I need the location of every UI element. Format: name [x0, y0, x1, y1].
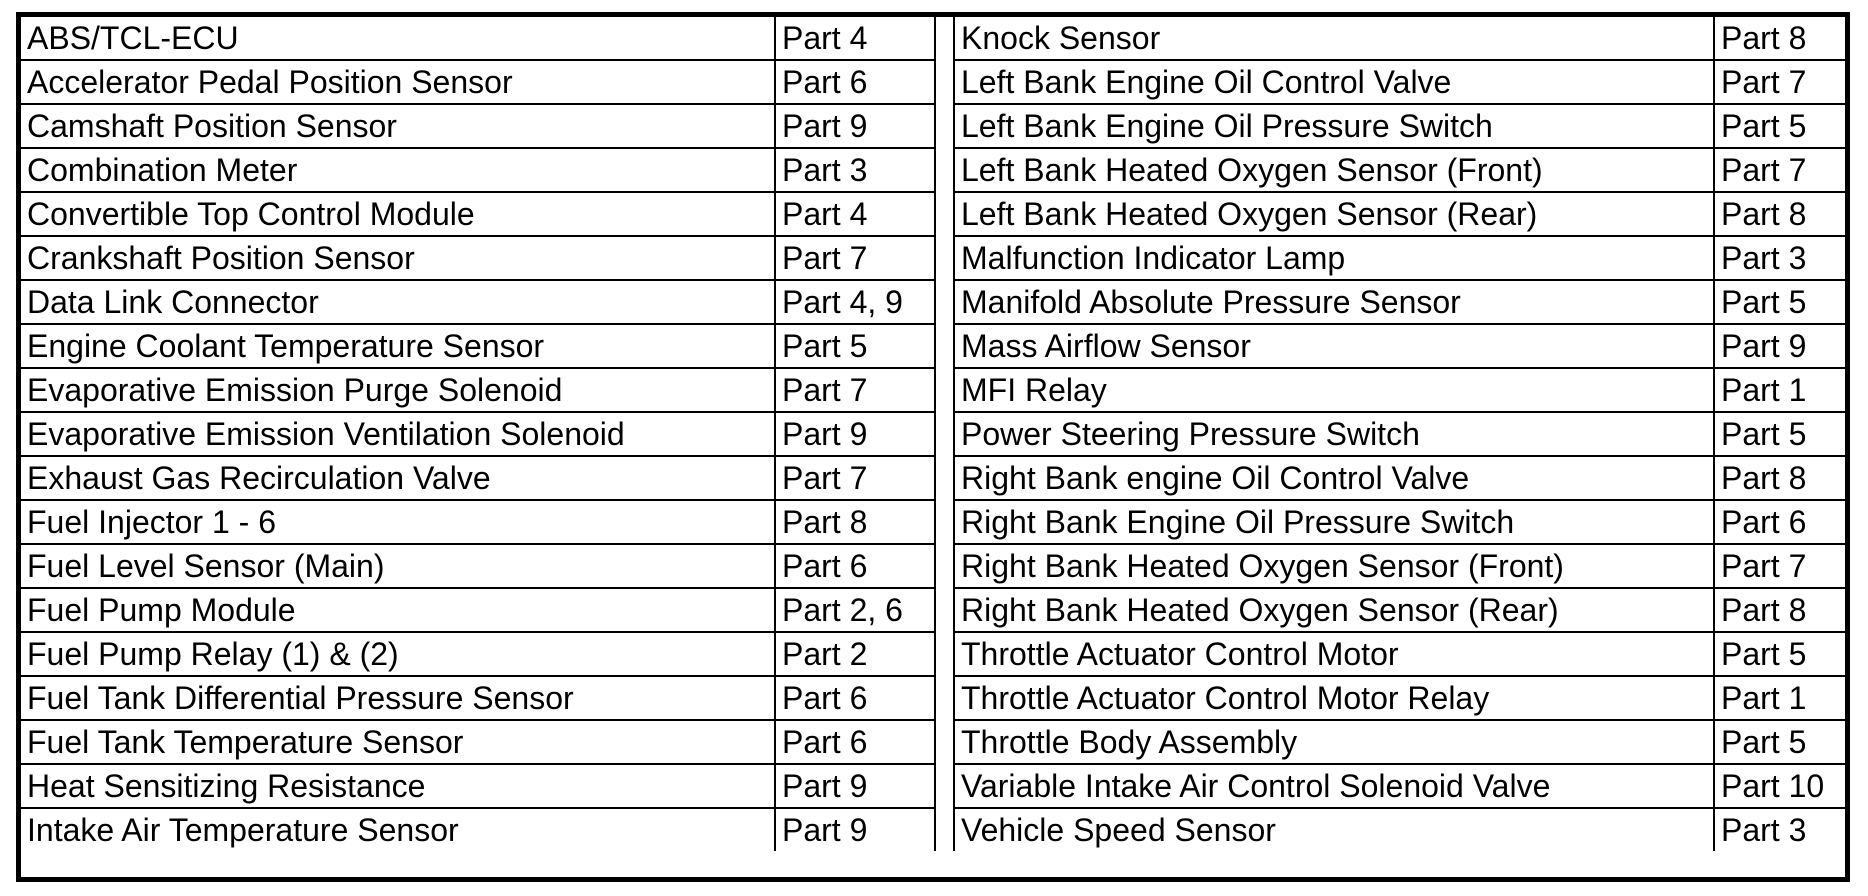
table-row — [21, 676, 935, 720]
component-name-cell: Right Bank Heated Oxygen Sensor (Front) — [954, 544, 1714, 588]
component-name-cell: Evaporative Emission Purge Solenoid — [21, 368, 775, 412]
component-name-cell: Camshaft Position Sensor — [21, 104, 775, 148]
part-reference-cell: Part 9 — [775, 808, 935, 851]
table-row — [954, 192, 1846, 236]
part-reference-cell: Part 9 — [1714, 324, 1846, 368]
component-name-cell: Left Bank Engine Oil Pressure Switch — [954, 104, 1714, 148]
part-reference-cell: Part 5 — [1714, 412, 1846, 456]
table-row — [954, 544, 1846, 588]
table-row — [954, 412, 1846, 456]
table-row — [954, 60, 1846, 104]
part-reference-cell: Part 1 — [1714, 368, 1846, 412]
table-row — [954, 588, 1846, 632]
table-row — [21, 280, 935, 324]
table-row — [21, 456, 935, 500]
component-name-cell: Fuel Level Sensor (Main) — [21, 544, 775, 588]
part-reference-cell: Part 7 — [1714, 60, 1846, 104]
component-index-frame — [16, 12, 1850, 882]
component-name-cell: Accelerator Pedal Position Sensor — [21, 60, 775, 104]
part-reference-cell: Part 7 — [775, 236, 935, 280]
part-reference-cell: Part 7 — [1714, 148, 1846, 192]
table-row — [21, 17, 935, 60]
part-reference-cell: Part 2 — [775, 632, 935, 676]
part-reference-cell: Part 4 — [775, 192, 935, 236]
component-index-right-table — [953, 17, 1846, 851]
part-reference-cell: Part 5 — [1714, 632, 1846, 676]
table-row — [954, 456, 1846, 500]
part-reference-cell: Part 6 — [775, 544, 935, 588]
part-reference-cell: Part 3 — [1714, 808, 1846, 851]
table-row — [954, 632, 1846, 676]
table-row — [21, 104, 935, 148]
part-reference-cell: Part 8 — [1714, 588, 1846, 632]
component-name-cell: ABS/TCL-ECU — [21, 17, 775, 60]
component-name-cell: Exhaust Gas Recirculation Valve — [21, 456, 775, 500]
table-row — [954, 368, 1846, 412]
part-reference-cell: Part 6 — [775, 60, 935, 104]
component-name-cell: Right Bank Engine Oil Pressure Switch — [954, 500, 1714, 544]
component-name-cell: Mass Airflow Sensor — [954, 324, 1714, 368]
component-name-cell: Throttle Actuator Control Motor — [954, 632, 1714, 676]
component-name-cell: Fuel Pump Relay (1) & (2) — [21, 632, 775, 676]
table-row — [21, 236, 935, 280]
part-reference-cell: Part 7 — [1714, 544, 1846, 588]
table-row — [21, 412, 935, 456]
table-row — [21, 148, 935, 192]
component-name-cell: Manifold Absolute Pressure Sensor — [954, 280, 1714, 324]
component-name-cell: Crankshaft Position Sensor — [21, 236, 775, 280]
component-name-cell: Power Steering Pressure Switch — [954, 412, 1714, 456]
table-row — [954, 720, 1846, 764]
table-row — [21, 720, 935, 764]
component-name-cell: Right Bank engine Oil Control Valve — [954, 456, 1714, 500]
part-reference-cell: Part 5 — [775, 324, 935, 368]
part-reference-cell: Part 5 — [1714, 720, 1846, 764]
part-reference-cell: Part 8 — [775, 500, 935, 544]
table-row — [21, 368, 935, 412]
part-reference-cell: Part 9 — [775, 412, 935, 456]
table-row — [954, 676, 1846, 720]
part-reference-cell: Part 8 — [1714, 192, 1846, 236]
part-reference-cell: Part 6 — [775, 720, 935, 764]
table-row — [954, 236, 1846, 280]
right-table-body — [954, 17, 1846, 851]
table-row — [21, 632, 935, 676]
table-row — [954, 808, 1846, 851]
component-name-cell: Throttle Body Assembly — [954, 720, 1714, 764]
part-reference-cell: Part 5 — [1714, 104, 1846, 148]
part-reference-cell: Part 6 — [1714, 500, 1846, 544]
part-reference-cell: Part 10 — [1714, 764, 1846, 808]
component-index-left-table — [21, 17, 936, 851]
table-row — [21, 544, 935, 588]
component-name-cell: Heat Sensitizing Resistance — [21, 764, 775, 808]
component-name-cell: Engine Coolant Temperature Sensor — [21, 324, 775, 368]
component-name-cell: Right Bank Heated Oxygen Sensor (Rear) — [954, 588, 1714, 632]
part-reference-cell: Part 1 — [1714, 676, 1846, 720]
part-reference-cell: Part 9 — [775, 764, 935, 808]
part-reference-cell: Part 3 — [775, 148, 935, 192]
component-name-cell: MFI Relay — [954, 368, 1714, 412]
table-row — [21, 808, 935, 851]
part-reference-cell: Part 4 — [775, 17, 935, 60]
table-row — [954, 324, 1846, 368]
table-row — [21, 764, 935, 808]
component-name-cell: Combination Meter — [21, 148, 775, 192]
part-reference-cell: Part 2, 6 — [775, 588, 935, 632]
part-reference-cell: Part 8 — [1714, 17, 1846, 60]
component-name-cell: Data Link Connector — [21, 280, 775, 324]
table-row — [21, 588, 935, 632]
component-name-cell: Convertible Top Control Module — [21, 192, 775, 236]
table-row — [954, 104, 1846, 148]
table-row — [954, 148, 1846, 192]
part-reference-cell: Part 8 — [1714, 456, 1846, 500]
component-name-cell: Fuel Tank Differential Pressure Sensor — [21, 676, 775, 720]
component-name-cell: Left Bank Heated Oxygen Sensor (Front) — [954, 148, 1714, 192]
table-row — [954, 17, 1846, 60]
table-row — [21, 60, 935, 104]
table-row — [21, 192, 935, 236]
component-name-cell: Fuel Tank Temperature Sensor — [21, 720, 775, 764]
component-name-cell: Knock Sensor — [954, 17, 1714, 60]
component-name-cell: Throttle Actuator Control Motor Relay — [954, 676, 1714, 720]
component-name-cell: Evaporative Emission Ventilation Solenoid — [21, 412, 775, 456]
part-reference-cell: Part 7 — [775, 368, 935, 412]
component-name-cell: Fuel Injector 1 - 6 — [21, 500, 775, 544]
table-row — [21, 500, 935, 544]
component-name-cell: Vehicle Speed Sensor — [954, 808, 1714, 851]
table-row — [954, 500, 1846, 544]
component-name-cell: Intake Air Temperature Sensor — [21, 808, 775, 851]
component-name-cell: Variable Intake Air Control Solenoid Valve — [954, 764, 1714, 808]
table-row — [954, 764, 1846, 808]
left-table-body — [21, 17, 935, 851]
part-reference-cell: Part 7 — [775, 456, 935, 500]
component-name-cell: Left Bank Heated Oxygen Sensor (Rear) — [954, 192, 1714, 236]
table-row — [21, 324, 935, 368]
part-reference-cell: Part 5 — [1714, 280, 1846, 324]
part-reference-cell: Part 9 — [775, 104, 935, 148]
component-name-cell: Malfunction Indicator Lamp — [954, 236, 1714, 280]
component-name-cell: Fuel Pump Module — [21, 588, 775, 632]
component-name-cell: Left Bank Engine Oil Control Valve — [954, 60, 1714, 104]
part-reference-cell: Part 3 — [1714, 236, 1846, 280]
table-row — [954, 280, 1846, 324]
part-reference-cell: Part 4, 9 — [775, 280, 935, 324]
part-reference-cell: Part 6 — [775, 676, 935, 720]
